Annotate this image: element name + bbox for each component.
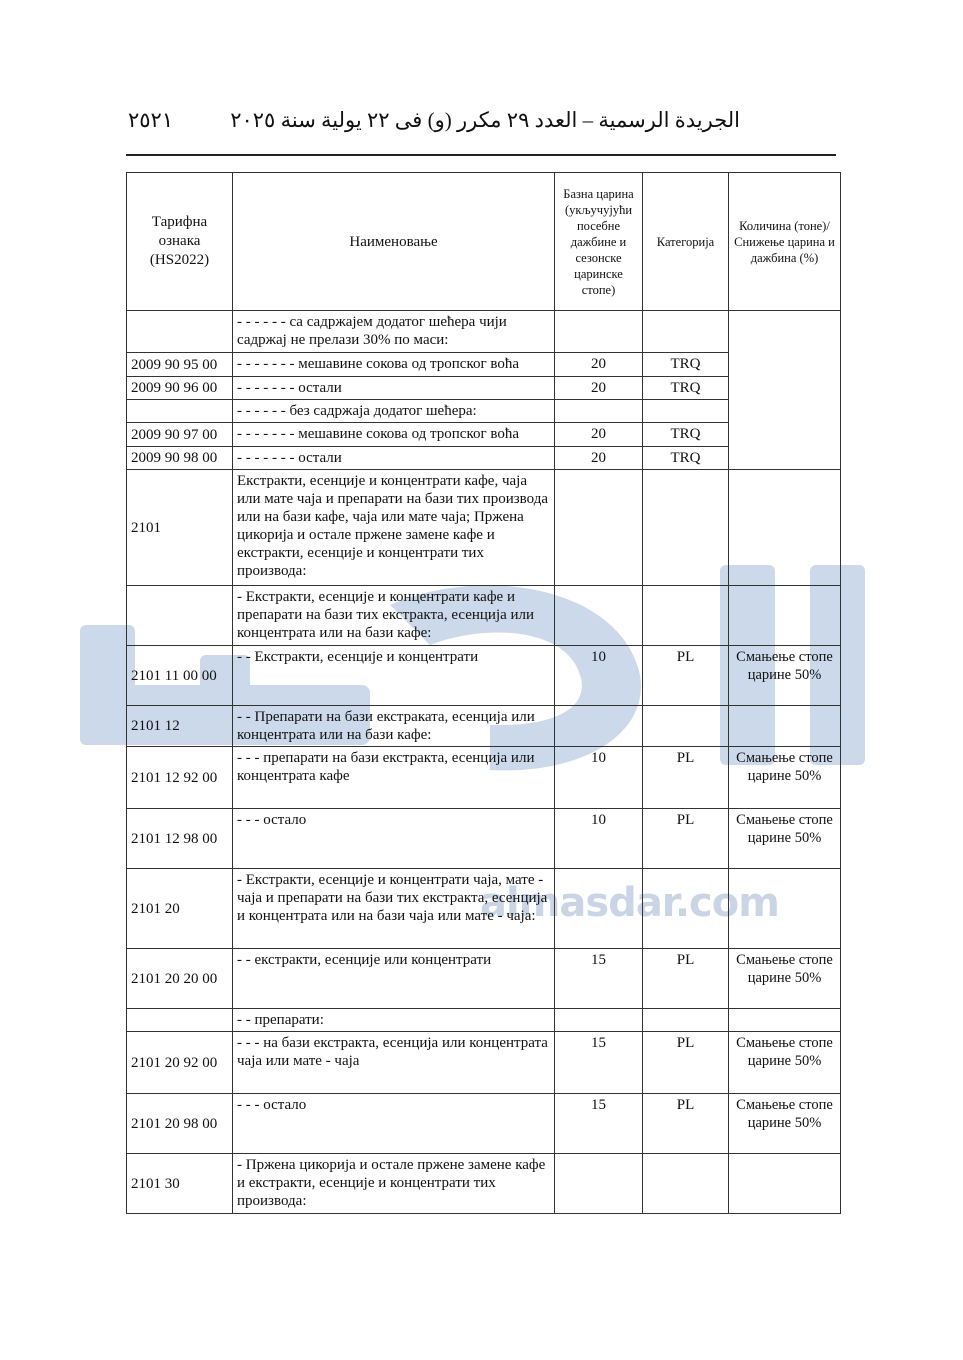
- base-rate-cell: [555, 1154, 643, 1214]
- category-cell: [643, 1009, 729, 1032]
- description-cell: - - - остало: [233, 809, 555, 869]
- base-rate-cell: 15: [555, 1094, 643, 1154]
- tariff-code-cell: 2009 90 96 00: [127, 377, 233, 400]
- table-row: [127, 586, 841, 646]
- base-rate-cell: 20: [555, 423, 643, 447]
- category-cell: PL: [643, 646, 729, 706]
- base-rate-cell: 20: [555, 353, 643, 377]
- category-cell: TRQ: [643, 377, 729, 400]
- table-row: [127, 869, 841, 949]
- gazette-issue-line: الجريدة الرسمية – العدد ٢٩ مكرر (و) فى ٢٢ يولية سنة ٢٠٢٥: [230, 108, 740, 132]
- base-rate-cell: [555, 869, 643, 949]
- quantity-cell: Смањење стопе царине 50%: [729, 809, 841, 869]
- header-code: Тарифна ознака (HS2022): [127, 173, 233, 311]
- category-cell: TRQ: [643, 423, 729, 447]
- table-row: [127, 747, 841, 809]
- header-category: Категорија: [643, 173, 729, 311]
- description-cell: - - - - - - са садржајем додатог шећера чији садржај не прелази 30% по маси:: [233, 311, 555, 353]
- description-cell: - - препарати:: [233, 1009, 555, 1032]
- tariff-code-cell: [127, 311, 233, 353]
- base-rate-cell: [555, 706, 643, 747]
- base-rate-cell: 20: [555, 377, 643, 400]
- tariff-code-cell: 2101 20: [127, 869, 233, 949]
- tariff-code-cell: 2009 90 95 00: [127, 353, 233, 377]
- category-cell: [643, 311, 729, 353]
- base-rate-cell: 20: [555, 447, 643, 470]
- header-description: Наименовање: [233, 173, 555, 311]
- description-cell: - - екстракти, есенције или концентрати: [233, 949, 555, 1009]
- category-cell: PL: [643, 1094, 729, 1154]
- tariff-code-cell: 2009 90 98 00: [127, 447, 233, 470]
- category-cell: [643, 470, 729, 586]
- category-cell: [643, 706, 729, 747]
- category-cell: PL: [643, 1032, 729, 1094]
- table-row: [127, 706, 841, 747]
- website-watermark: almasdar.com: [480, 880, 779, 926]
- category-cell: [643, 400, 729, 423]
- category-cell: PL: [643, 809, 729, 869]
- tariff-table-body: [127, 311, 841, 1214]
- category-cell: PL: [643, 949, 729, 1009]
- tariff-code-cell: 2101: [127, 470, 233, 586]
- tariff-code-cell: 2101 12 92 00: [127, 747, 233, 809]
- tariff-code-cell: 2009 90 97 00: [127, 423, 233, 447]
- table-row: [127, 1154, 841, 1214]
- description-cell: - - - - - - - мешавине сокова од тропског воћа: [233, 353, 555, 377]
- category-cell: [643, 586, 729, 646]
- table-row: [127, 646, 841, 706]
- table-row: [127, 1032, 841, 1094]
- base-rate-cell: [555, 311, 643, 353]
- tariff-code-cell: 2101 20 92 00: [127, 1032, 233, 1094]
- page-header: [126, 100, 836, 144]
- description-cell: - - - остало: [233, 1094, 555, 1154]
- base-rate-cell: [555, 470, 643, 586]
- table-row: [127, 470, 841, 586]
- quantity-cell: Смањење стопе царине 50%: [729, 1032, 841, 1094]
- tariff-code-cell: [127, 586, 233, 646]
- quantity-cell: Смањење стопе царине 50%: [729, 1094, 841, 1154]
- base-rate-cell: 10: [555, 646, 643, 706]
- table-row: [127, 809, 841, 869]
- header-quantity: Количина (тоне)/ Снижење царина и дажбина (%): [729, 173, 841, 311]
- description-cell: - Екстракти, есенције и концентрати кафе и препарати на бази тих екстракта, есенција или концентрата или на бази кафе:: [233, 586, 555, 646]
- quantity-cell: [729, 1154, 841, 1214]
- category-cell: [643, 869, 729, 949]
- category-cell: TRQ: [643, 353, 729, 377]
- header-rule: [126, 154, 836, 156]
- description-cell: - - - - - - - мешавине сокова од тропског воћа: [233, 423, 555, 447]
- tariff-code-cell: 2101 20 20 00: [127, 949, 233, 1009]
- tariff-code-cell: [127, 400, 233, 423]
- tariff-table: [126, 172, 841, 1214]
- base-rate-cell: 10: [555, 747, 643, 809]
- tariff-code-cell: 2101 12 98 00: [127, 809, 233, 869]
- description-cell: - - Препарати на бази екстраката, есенција или концентрата или на бази кафе:: [233, 706, 555, 747]
- quantity-cell: Смањење стопе царине 50%: [729, 747, 841, 809]
- quantity-cell: [729, 1009, 841, 1032]
- base-rate-cell: [555, 586, 643, 646]
- description-cell: - - - - - - - остали: [233, 377, 555, 400]
- table-row: [127, 1009, 841, 1032]
- category-cell: [643, 1154, 729, 1214]
- quantity-cell: [729, 470, 841, 586]
- category-cell: PL: [643, 747, 729, 809]
- base-rate-cell: 15: [555, 949, 643, 1009]
- description-cell: - Пржена цикорија и остале пржене замене кафе и екстракти, есенције и концентрати тих производа:: [233, 1154, 555, 1214]
- quantity-cell: [729, 869, 841, 949]
- header-base-rate: Базна царина (укључујући посебне дажбине и сезонске царинске стопе): [555, 173, 643, 311]
- table-header-row: [127, 173, 841, 311]
- tariff-code-cell: 2101 12: [127, 706, 233, 747]
- table-row: [127, 1094, 841, 1154]
- tariff-code-cell: 2101 20 98 00: [127, 1094, 233, 1154]
- description-cell: Екстракти, есенције и концентрати кафе, чаја или мате чаја и препарати на бази тих производа или на бази кафе, чаја или мате чаја; Пржена цикорија и остале пржене замене кафе и екстракти, есенције и концентрати тих производа:: [233, 470, 555, 586]
- quantity-cell: [729, 586, 841, 646]
- page-number: ٢٥٢١: [128, 108, 174, 132]
- tariff-code-cell: 2101 30: [127, 1154, 233, 1214]
- quantity-cell: [729, 706, 841, 747]
- quantity-cell: Смањење стопе царине 50%: [729, 949, 841, 1009]
- quantity-cell: [729, 311, 841, 470]
- tariff-code-cell: [127, 1009, 233, 1032]
- base-rate-cell: 10: [555, 809, 643, 869]
- quantity-cell: Смањење стопе царине 50%: [729, 646, 841, 706]
- description-cell: - - - - - - - остали: [233, 447, 555, 470]
- table-row: [127, 311, 841, 353]
- description-cell: - - - на бази екстракта, есенција или концентрата чаја или мате - чаја: [233, 1032, 555, 1094]
- description-cell: - - Екстракти, есенције и концентрати: [233, 646, 555, 706]
- base-rate-cell: [555, 400, 643, 423]
- base-rate-cell: 15: [555, 1032, 643, 1094]
- tariff-code-cell: 2101 11 00 00: [127, 646, 233, 706]
- description-cell: - - - - - - без садржаја додатог шећера:: [233, 400, 555, 423]
- category-cell: TRQ: [643, 447, 729, 470]
- description-cell: - - - препарати на бази екстракта, есенција или концентрата кафе: [233, 747, 555, 809]
- base-rate-cell: [555, 1009, 643, 1032]
- table-row: [127, 949, 841, 1009]
- description-cell: - Екстракти, есенције и концентрати чаја, мате - чаја и препарати на бази тих екстракта, есенција и концентрата или на бази чаја или мате - чаја:: [233, 869, 555, 949]
